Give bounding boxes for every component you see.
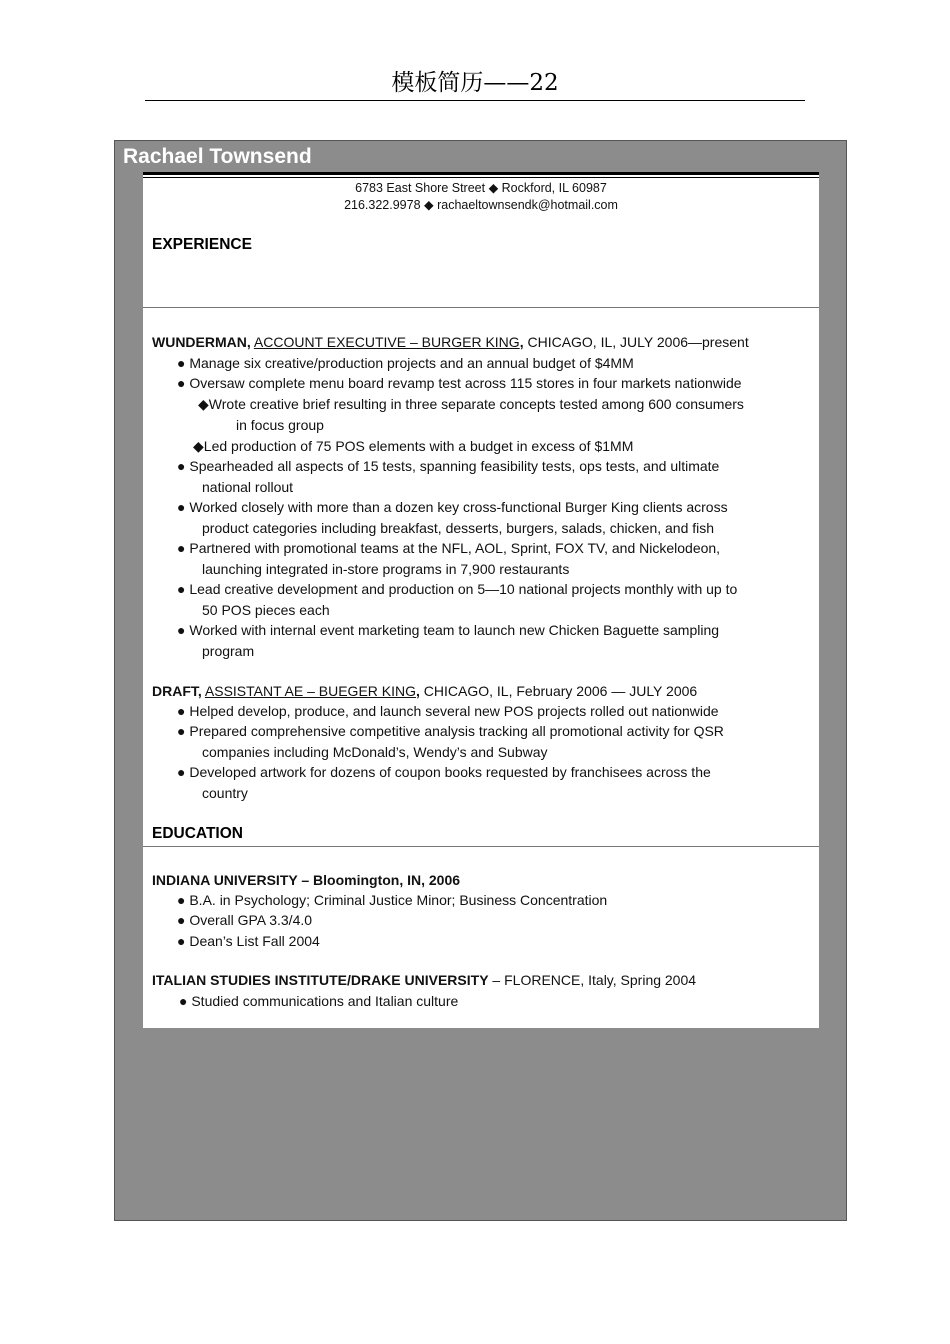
list-item [177,456,810,497]
bullet-continuation: country [202,784,248,801]
bullet-continuation: product categories including breakfast, desserts, burgers, salads, chicken, and fish [202,519,715,536]
contact-address: 6783 East Shore Street ◆ Rockford, IL 60987 [355,181,607,195]
bullet-text: Oversaw complete menu board revamp test across 115 stores in four markets nationwide [185,375,742,391]
bullet-mark: ● [177,355,186,371]
bullet-text: Prepared comprehensive competitive analysis tracking all promotional activity for QSR [185,723,724,739]
experience-heading: EXPERIENCE [152,236,252,253]
header-rule-thick [143,172,819,175]
list-item [177,762,810,803]
bullet-mark: ● [177,375,186,391]
bullet-text: Partnered with promotional teams at the NFL, AOL, Sprint, FOX TV, and Nickelodeon, [185,540,721,556]
job-header-wunderman [152,332,812,352]
bullet-continuation: program [202,642,255,659]
bullet-mark: ● [177,581,186,597]
job-role: ASSISTANT AE – BUEGER KING [204,683,417,699]
school-name: INDIANA UNIVERSITY – Bloomington, IN, 2006 [152,872,461,888]
list-item [177,701,817,722]
bullet-text: Manage six creative/production projects and an annual budget of $4MM [185,355,634,371]
bullet-text: Worked closely with more than a dozen key cross-functional Burger King clients across [185,499,728,515]
bullet-mark: ● [177,723,186,739]
bullet-continuation: companies including McDonald’s, Wendy’s and Subway [202,743,548,760]
bullet-text: Worked with internal event marketing team to launch new Chicken Baguette sampling [185,622,720,638]
bullet-continuation: 50 POS pieces each [202,601,330,618]
bullet-mark: ● [177,622,186,638]
document-title: 模板简历——22 [145,66,805,101]
bullet-mark: ◆ [193,438,204,454]
list-item [177,497,810,538]
list-item [198,394,810,435]
bullet-continuation: national rollout [202,478,294,495]
bullet-continuation: launching integrated in-store programs in 7,900 restaurants [202,560,570,577]
list-item: ● B.A. in Psychology; Criminal Justice Minor; Business Concentration [177,892,608,908]
job-company: DRAFT, [152,683,202,699]
bullet-text: Wrote creative brief resulting in three separate concepts tested among 600 consumers [208,396,744,412]
education-header-italian-studies [152,970,812,990]
list-item: ● Studied communications and Italian culture [179,993,459,1009]
bullet-mark: ● [177,499,186,515]
job-details: CHICAGO, IL, February 2006 — JULY 2006 [419,683,698,699]
contact-phone-email: 216.322.9978 ◆ rachaeltownsendk@hotmail.com [344,198,618,212]
job-company: WUNDERMAN, [152,334,251,350]
job-role: ACCOUNT EXECUTIVE – BURGER KING [253,334,520,350]
bullet-continuation: in focus group [236,416,324,433]
bullet-mark: ● [177,764,186,780]
school-name: ITALIAN STUDIES INSTITUTE/DRAKE UNIVERSITY [152,972,489,988]
education-header-indiana [152,870,812,890]
list-item [177,620,810,661]
education-heading: EDUCATION [152,825,243,842]
bullet-text: Led production of 75 POS elements with a budget in excess of $1MM [203,438,634,454]
list-item: ● Overall GPA 3.3/4.0 [177,912,313,928]
list-item [177,721,810,762]
list-item [177,538,810,579]
bullet-text: Helped develop, produce, and launch several new POS projects rolled out nationwide [185,703,719,719]
job-sep: , [519,334,524,350]
experience-divider [143,307,819,308]
bullet-mark: ◆ [198,396,209,412]
header-rule-thin [143,177,819,178]
list-item [177,579,810,620]
list-item [177,373,817,394]
list-item [177,353,817,374]
bullet-text: Lead creative development and production on 5—10 national projects monthly with up to [185,581,738,597]
list-item: ● Dean’s List Fall 2004 [177,933,320,949]
education-divider [143,846,819,847]
school-details: – FLORENCE, Italy, Spring 2004 [488,972,697,988]
job-details: CHICAGO, IL, JULY 2006—present [523,334,749,350]
bullet-mark: ● [177,703,186,719]
list-item [193,436,833,457]
bullet-text: Spearheaded all aspects of 15 tests, spanning feasibility tests, ops tests, and ultimate [185,458,720,474]
bullet-text: Developed artwork for dozens of coupon books requested by franchisees across the [185,764,711,780]
candidate-name: Rachael Townsend [123,145,312,168]
bullet-mark: ● [177,458,186,474]
job-sep: , [416,683,420,699]
bullet-mark: ● [177,540,186,556]
job-header-draft [152,681,812,701]
